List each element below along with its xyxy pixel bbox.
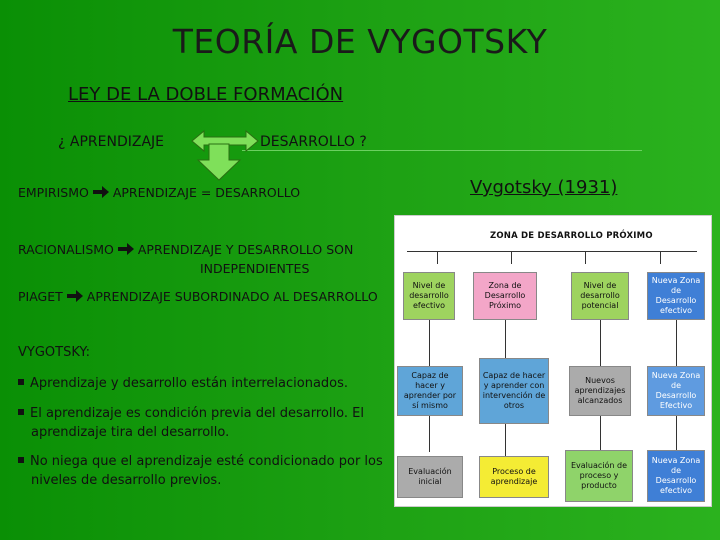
right-arrow-icon — [66, 290, 84, 302]
diagram-box: Evaluación inicial — [397, 456, 463, 498]
diagram-heading: ZONA DE DESARROLLO PRÓXIMO — [490, 231, 653, 241]
bullet-icon — [18, 379, 24, 385]
vygotsky-image-label: Vygotsky (1931) — [470, 177, 618, 198]
subtitle: LEY DE LA DOBLE FORMACIÓN — [68, 84, 344, 105]
theory-name: RACIONALISMO — [18, 242, 114, 257]
theory-racionalismo — [18, 242, 353, 257]
divider-line — [242, 150, 642, 151]
connector-line — [429, 416, 430, 452]
theory-empirismo — [18, 185, 300, 200]
theory-piaget — [18, 289, 378, 304]
theory-text: APRENDIZAJE = DESARROLLO — [112, 185, 301, 200]
theory-name: EMPIRISMO — [18, 185, 89, 200]
diagram-box: Nuevos aprendizajes alcanzados — [569, 366, 631, 416]
bullet-icon — [18, 409, 24, 415]
bullet-item: No niega que el aprendizaje esté condicionado por los — [18, 453, 383, 471]
diagram-box: Nueva Zona de Desarrollo efectivo — [647, 450, 705, 502]
down-arrow-icon — [194, 142, 244, 182]
diagram-box: Nivel de desarrollo efectivo — [403, 272, 455, 320]
question-right: DESARROLLO ? — [260, 134, 367, 150]
diagram-box: Capaz de hacer y aprender con intervención de otros — [479, 358, 549, 424]
connector-line — [511, 251, 512, 264]
theory-text: APRENDIZAJE Y DESARROLLO SON — [137, 242, 354, 257]
right-arrow-icon — [117, 243, 135, 255]
connector-line — [407, 251, 697, 252]
connector-line — [585, 251, 586, 264]
bullet-item-continued: niveles de desarrollo previos. — [31, 473, 222, 488]
zdp-diagram — [394, 215, 712, 507]
theory-text: APRENDIZAJE SUBORDINADO AL DESARROLLO — [86, 289, 378, 304]
slide-title: TEORÍA DE VYGOTSKY — [172, 22, 548, 61]
bullet-item: El aprendizaje es condición previa del desarrollo. El — [18, 405, 364, 423]
diagram-box: Nueva Zona de Desarrollo efectivo — [647, 272, 705, 320]
connector-line — [437, 251, 438, 264]
connector-line — [676, 320, 677, 366]
connector-line — [505, 424, 506, 456]
vygotsky-heading: VYGOTSKY: — [18, 345, 90, 360]
connector-line — [676, 416, 677, 450]
diagram-box: Capaz de hacer y aprender por sí mismo — [397, 366, 463, 416]
right-arrow-icon — [92, 186, 110, 198]
connector-line — [429, 320, 430, 366]
diagram-box: Evaluación de proceso y producto — [565, 450, 633, 502]
question-left: ¿ APRENDIZAJE — [58, 134, 164, 150]
bullet-item-continued: aprendizaje tira del desarrollo. — [31, 425, 230, 440]
diagram-box: Nueva Zona de Desarrollo Efectivo — [647, 366, 705, 416]
connector-line — [600, 416, 601, 450]
connector-line — [600, 320, 601, 366]
diagram-box: Nivel de desarrollo potencial — [571, 272, 629, 320]
bullet-item: Aprendizaje y desarrollo están interrelacionados. — [18, 375, 348, 393]
theory-name: PIAGET — [18, 289, 63, 304]
connector-line — [505, 320, 506, 358]
connector-line — [660, 251, 661, 264]
diagram-box: Proceso de aprendizaje — [479, 456, 549, 498]
theory-text-continued: INDEPENDIENTES — [200, 261, 310, 276]
diagram-box: Zona de Desarrollo Próximo — [473, 272, 537, 320]
bullet-icon — [18, 457, 24, 463]
